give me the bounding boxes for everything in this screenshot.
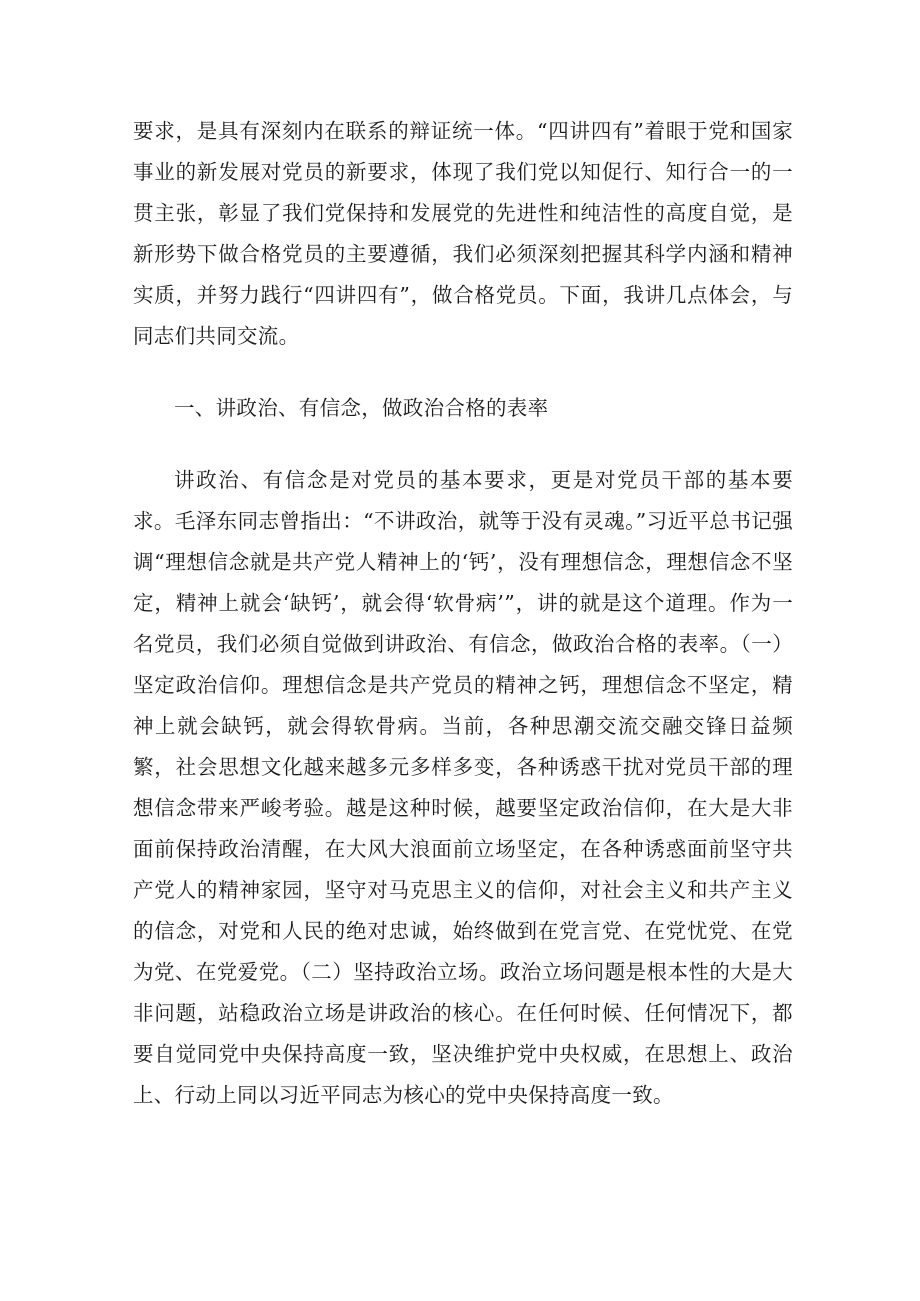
document-body xyxy=(133,111,793,1116)
intro-paragraph: 要求，是具有深刻内在联系的辩证统一体。“四讲四有”着眼于党和国家事业的新发展对党员的新要求，体现了我们党以知促行、知行合一的一贯主张，彰显了我们党保持和发展党的先进性和纯洁性的高度自觉，是新形势下做合格党员的主要遵循，我们必须深刻把握其科学内涵和精神实质，并努力践行“四讲四有”，做合格党员。下面，我讲几点体会，与同志们共同交流。 xyxy=(133,119,793,348)
body-paragraph: 讲政治、有信念是对党员的基本要求，更是对党员干部的基本要求。毛泽东同志曾指出：“不讲政治，就等于没有灵魂。”习近平总书记强调“理想信念就是共产党人精神上的‘钙’，没有理想信念，理想信念不坚定，精神上就会‘缺钙’，就会得‘软骨病’”，讲的就是这个道理。作为一名党员，我们必须自觉做到讲政治、有信念，做政治合格的表率。（一）坚定政治信仰。理想信念是共产党员的精神之钙，理想信念不坚定，精神上就会缺钙，就会得软骨病。当前，各种思潮交流交融交锋日益频繁，社会思想文化越来越多元多样多变，各种诱惑干扰对党员干部的理想信念带来严峻考验。越是这种时候，越要坚定政治信仰，在大是大非面前保持政治清醒，在大风大浪面前立场坚定，在各种诱惑面前坚守共产党人的精神家园，坚守对马克思主义的信仰，对社会主义和共产主义的信念，对党和人民的绝对忠诚，始终做到在党言党、在党忧党、在党为党、在党爱党。（二）坚持政治立场。政治立场问题是根本性的大是大非问题，站稳政治立场是讲政治的核心。在任何时候、任何情况下，都要自觉同党中央保持高度一致，坚决维护党中央权威，在思想上、政治上、行动上同以习近平同志为核心的党中央保持高度一致。 xyxy=(133,468,793,1107)
section-heading: 一、讲政治、有信念，做政治合格的表率 xyxy=(174,396,549,420)
